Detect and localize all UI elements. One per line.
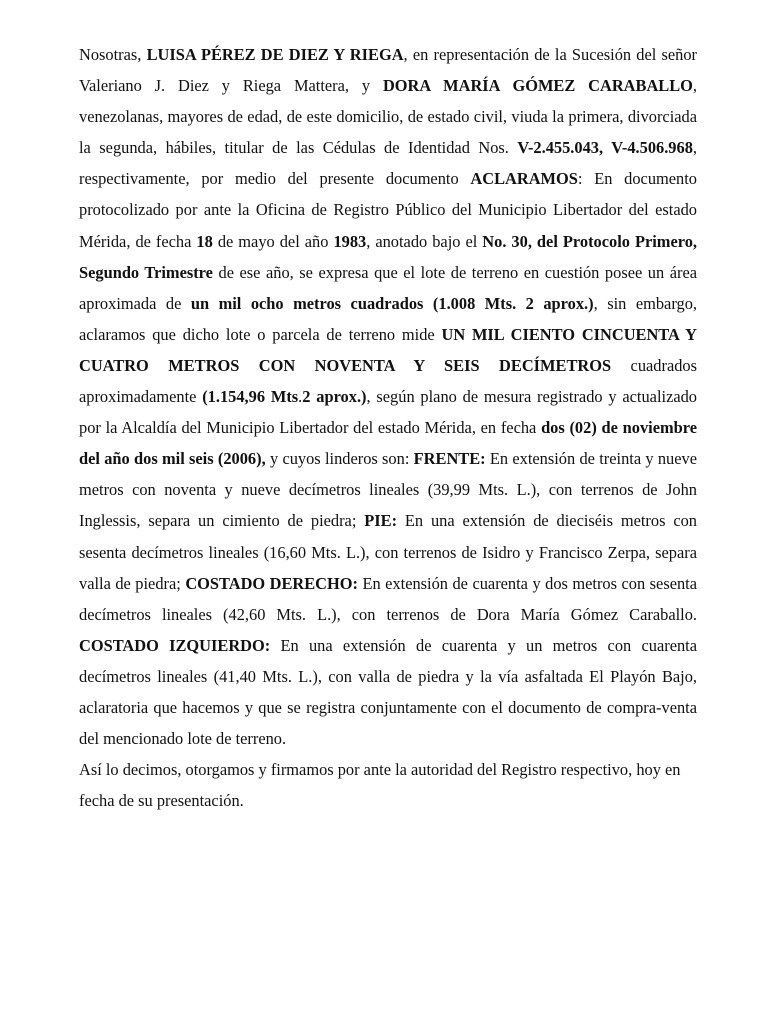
text-segment: Así lo decimos, otorgamos y firmamos por ante la autoridad del Registro respectivo, hoy en fecha de su presentación. xyxy=(79,760,681,811)
original-area: un mil ocho metros cuadrados (1.008 Mts. 2 aprox.) xyxy=(190,293,594,313)
text-segment: En extensión de treinta y nueve metros con noventa y nueve decímetros lineales (39,99 Mts. L.), con terrenos de John Inglessis, separa un cimiento de piedra; xyxy=(79,449,697,531)
id-numbers: V-2.455.043, V-4.506.968 xyxy=(517,138,693,158)
text-segment: de mayo del año xyxy=(212,231,334,251)
date-day: 18 xyxy=(196,231,213,251)
text-segment: cuadrados aproximadamente xyxy=(79,355,697,407)
name-dora-maria: DORA MARÍA GÓMEZ CARABALLO xyxy=(382,76,693,96)
keyword-aclaramos: ACLARAMOS xyxy=(470,169,578,189)
survey-date: dos (02) de noviembre del año dos mil seis (2006), xyxy=(79,418,697,469)
paragraph-closing xyxy=(79,754,697,816)
text-segment: , respectivamente, por medio del presente documento xyxy=(79,138,698,189)
text-segment: En una extensión de cuarenta y un metros con cuarenta decímetros lineales (41,40 Mts. L.), con valla de piedra y la vía asfaltada El Playón Bajo, aclaratoria que hacemos y que se registra conjuntamente con el documento de compra-venta del mencionado lote de terreno. xyxy=(79,635,697,749)
text-segment: : En documento protocolizado por ante la Oficina de Registro Público del Municipio Libertador del estado Mérida, de fecha xyxy=(79,169,697,251)
date-year: 1983 xyxy=(333,231,367,251)
text-segment: En una extensión de dieciséis metros con sesenta decímetros lineales (16,60 Mts. L.), con terrenos de Isidro y Francisco Zerpa, separa valla de piedra; xyxy=(79,511,697,593)
text-segment: , anotado bajo el xyxy=(366,231,483,251)
text-segment: En extensión de cuarenta y dos metros con sesenta decímetros lineales (42,60 Mts. L.), con terrenos de Dora María Gómez Caraballo. xyxy=(79,573,697,624)
boundary-pie: PIE: xyxy=(364,511,398,531)
document-body xyxy=(79,39,697,816)
text-segment: , en representación de la Sucesión del señor Valeriano J. Diez y Riega Mattera, y xyxy=(79,45,697,96)
text-segment: , según plano de mesura registrado y actualizado por la Alcaldía del Municipio Libertador del estado Mérida, en fecha xyxy=(79,387,698,438)
corrected-area-number: (1.154,96 Mts xyxy=(202,387,299,407)
corrected-area-words: UN MIL CIENTO CINCUENTA Y CUATRO METROS CON NOVENTA Y SEIS DECÍMETROS xyxy=(79,324,697,375)
protocol-reference: No. 30, del Protocolo Primero, Segundo Trimestre xyxy=(79,231,697,282)
boundary-frente: FRENTE: xyxy=(413,449,486,469)
text-segment: . xyxy=(298,387,303,407)
boundary-costado-derecho: COSTADO DERECHO: xyxy=(185,573,358,593)
text-segment: de ese año, se expresa que el lote de terreno en cuestión posee un área aproximada de xyxy=(79,262,698,313)
corrected-area-unit: 2 aprox.) xyxy=(302,387,367,407)
text-segment: , sin embargo, aclaramos que dicho lote o parcela de terreno mide xyxy=(79,293,697,344)
boundary-costado-izquierdo: COSTADO IZQUIERDO: xyxy=(79,635,271,655)
text-segment: , venezolanas, mayores de edad, de este domicilio, de estado civil, viuda la primera, divorciada la segunda, hábiles, titular de las Cédulas de Identidad Nos. xyxy=(79,76,698,158)
text-segment: y cuyos linderos son: xyxy=(265,449,414,469)
text-segment: Nosotras, xyxy=(79,45,147,64)
name-luisa-perez: LUISA PÉREZ DE DIEZ Y RIEGA xyxy=(146,45,404,64)
paragraph-declaration xyxy=(79,39,697,754)
